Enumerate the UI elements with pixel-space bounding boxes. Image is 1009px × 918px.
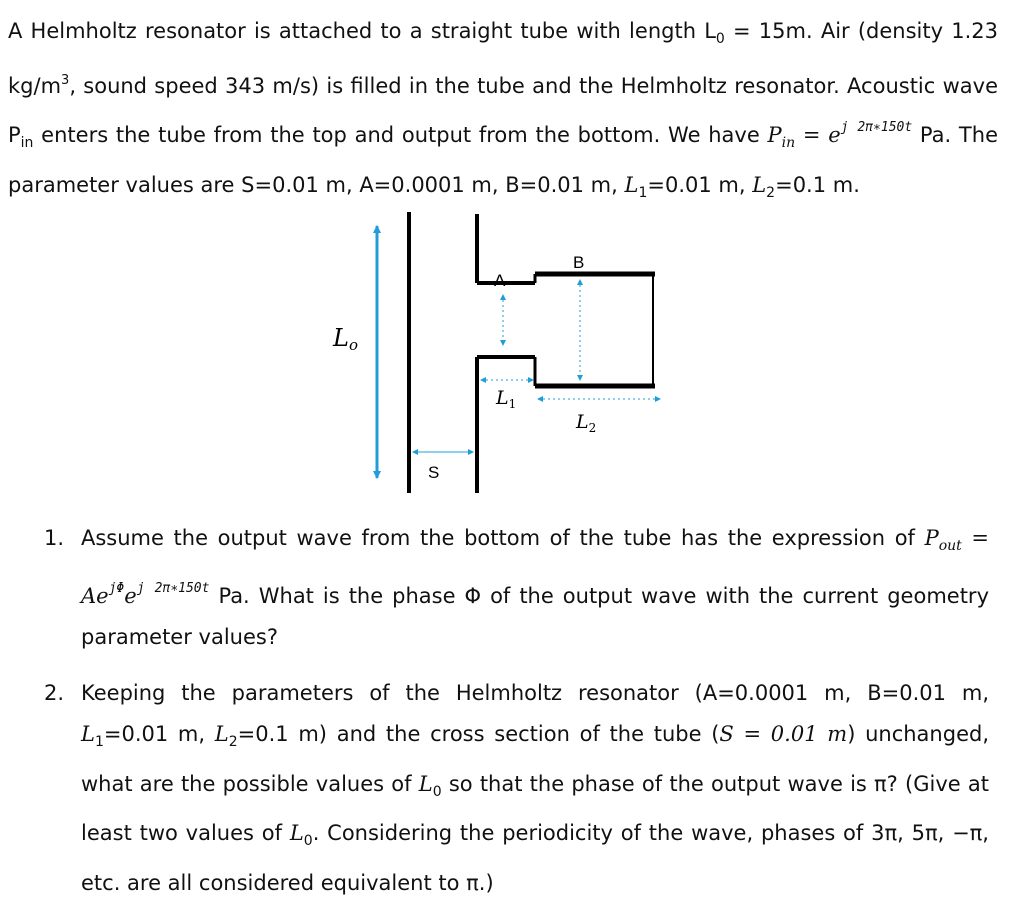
pin-subscript: in: [781, 135, 796, 151]
question-1: 1. Assume the output wave from the bottom of the tube has the expression of $P_{out} = Ae^{j\Phi}e^{j 2\pi∗150t}$ Pa. What is the phase Φ of the output wave with the current geometry parameter values?: [44, 518, 989, 659]
question-number: 2.: [44, 680, 65, 705]
L0-label: Lo: [333, 324, 358, 354]
A-label: A: [494, 271, 506, 290]
helmholtz-resonator-diagram: [320, 205, 680, 500]
question-list: [44, 518, 989, 918]
in-subscript: in: [20, 135, 34, 151]
problem-intro: A Helmholtz resonator is attached to a straight tube with length $L_0 = 15m$. Air (density 1.23 $kg/m^3$, sound speed 343 m/s) is filled in the tube and the Helmholtz resonator. Acoustic wave $P_{in}$ enters the tube from the top and output from the bottom. We have $P_{in} = e^{j 2\pi∗150t}$ Pa. The parameter values are S=0.01 m, A=0.0001 m, B=0.01 m, $L_1=0.01$ m, $L_2=0.1$ m.: [8, 19, 998, 201]
cubed-superscript: 3: [61, 73, 70, 88]
question-number: 1.: [44, 526, 65, 550]
L2-label: $L_2$: [576, 411, 597, 435]
pin-exponent: j 2π∗150t: [840, 120, 913, 135]
question-2: 2. Keeping the parameters of the Helmholtz resonator (A=0.0001 m, B=0.01 m, $L_1=0.01$ m, $L_2=0.1$ m) and the cross section of the tube (S = 0.01 m) unchanged, what are the possible values of $L_0$ so that the phase of the output wave is π? (Give at least two values of $L_0$. Considering the periodicity of the wave, phases of 3π, 5π, −π, etc. are all considered equivalent to π.): [44, 673, 989, 905]
pin-symbol: P: [767, 123, 782, 147]
L0-subscript: 0: [715, 31, 725, 47]
L1-label: $L_1$: [496, 387, 517, 411]
S-label: S: [428, 463, 440, 482]
B-label: B: [573, 253, 585, 272]
